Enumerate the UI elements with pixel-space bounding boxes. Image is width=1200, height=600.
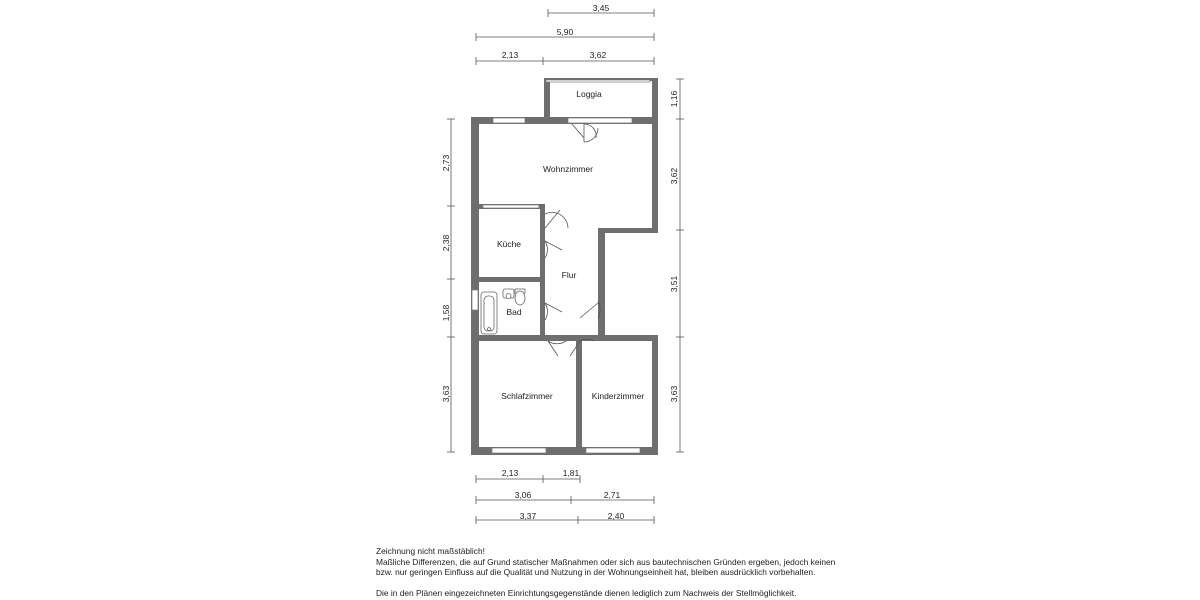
dim-top-3: 2,13 [501,50,519,60]
door-swing-icon [545,241,562,258]
window-icon [492,448,546,453]
room-label-schlafzimmer: Schlafzimmer [501,391,553,401]
doors [545,124,600,356]
door-swing-icon [545,210,568,228]
dim-bottom-2: 1,81 [562,468,580,478]
note-line-2: Maßliche Differenzen, die auf Grund statischer Maßnahmen oder sich aus bautechnischen Gründen ergeben, jedoch keinen [376,556,836,567]
door-swing-icon [580,301,600,318]
dim-bottom-3: 3,06 [514,490,532,500]
window-icon [472,290,478,310]
dim-top-1: 3,45 [592,3,610,13]
dimension-lines-bottom [476,468,654,524]
dim-right-2: 3,62 [669,167,679,185]
room-label-wohnzimmer: Wohnzimmer [543,164,593,174]
note-line-1: Zeichnung nicht maßstäblich! [376,546,485,556]
door-swing-icon [548,341,566,356]
room-label-kueche: Küche [496,239,522,249]
dim-right-1: 1,16 [669,90,679,108]
dim-bottom-6: 2,40 [607,511,625,521]
dim-left-3: 1,58 [441,304,451,322]
dim-left-4: 3,63 [441,385,451,403]
window-icon [568,118,632,123]
window-icon [586,448,640,453]
dim-bottom-5: 3,37 [519,511,537,521]
note-line-3: bzw. nur geringen Einfluss auf die Qualität und Nutzung in der Wohnungseinheit hat, bleiben ausdrücklich vorbehalten. [376,567,816,578]
door-swing-icon [545,303,562,320]
dim-bottom-1: 2,13 [501,468,519,478]
room-label-bad: Bad [506,307,522,317]
window-icon [483,205,539,208]
dim-top-4: 3,62 [589,50,607,60]
room-label-loggia: Loggia [576,89,602,99]
disclaimer-notes [376,546,846,599]
dim-bottom-4: 2,71 [603,490,621,500]
dimension-lines-top [476,3,654,65]
dimension-lines-right [669,79,684,452]
dim-right-3: 3,51 [669,275,679,293]
dim-left-2: 2,38 [441,234,451,252]
note-spacer [376,578,846,589]
dim-right-4: 3,63 [669,385,679,403]
dimension-lines-left [441,119,455,452]
window-icon [493,118,525,123]
room-label-flur: Flur [561,270,577,280]
window-icon [546,80,650,82]
note-line-4: Die in den Plänen eingezeichneten Einrichtungsgegenstände dienen lediglich zum Nachweis der Stellmöglichkeit. [376,588,797,599]
dim-left-1: 2,73 [441,154,451,172]
room-labels [497,89,644,401]
dim-top-2: 5,90 [556,27,574,37]
room-label-kinderzimmer: Kinderzimmer [591,391,645,401]
